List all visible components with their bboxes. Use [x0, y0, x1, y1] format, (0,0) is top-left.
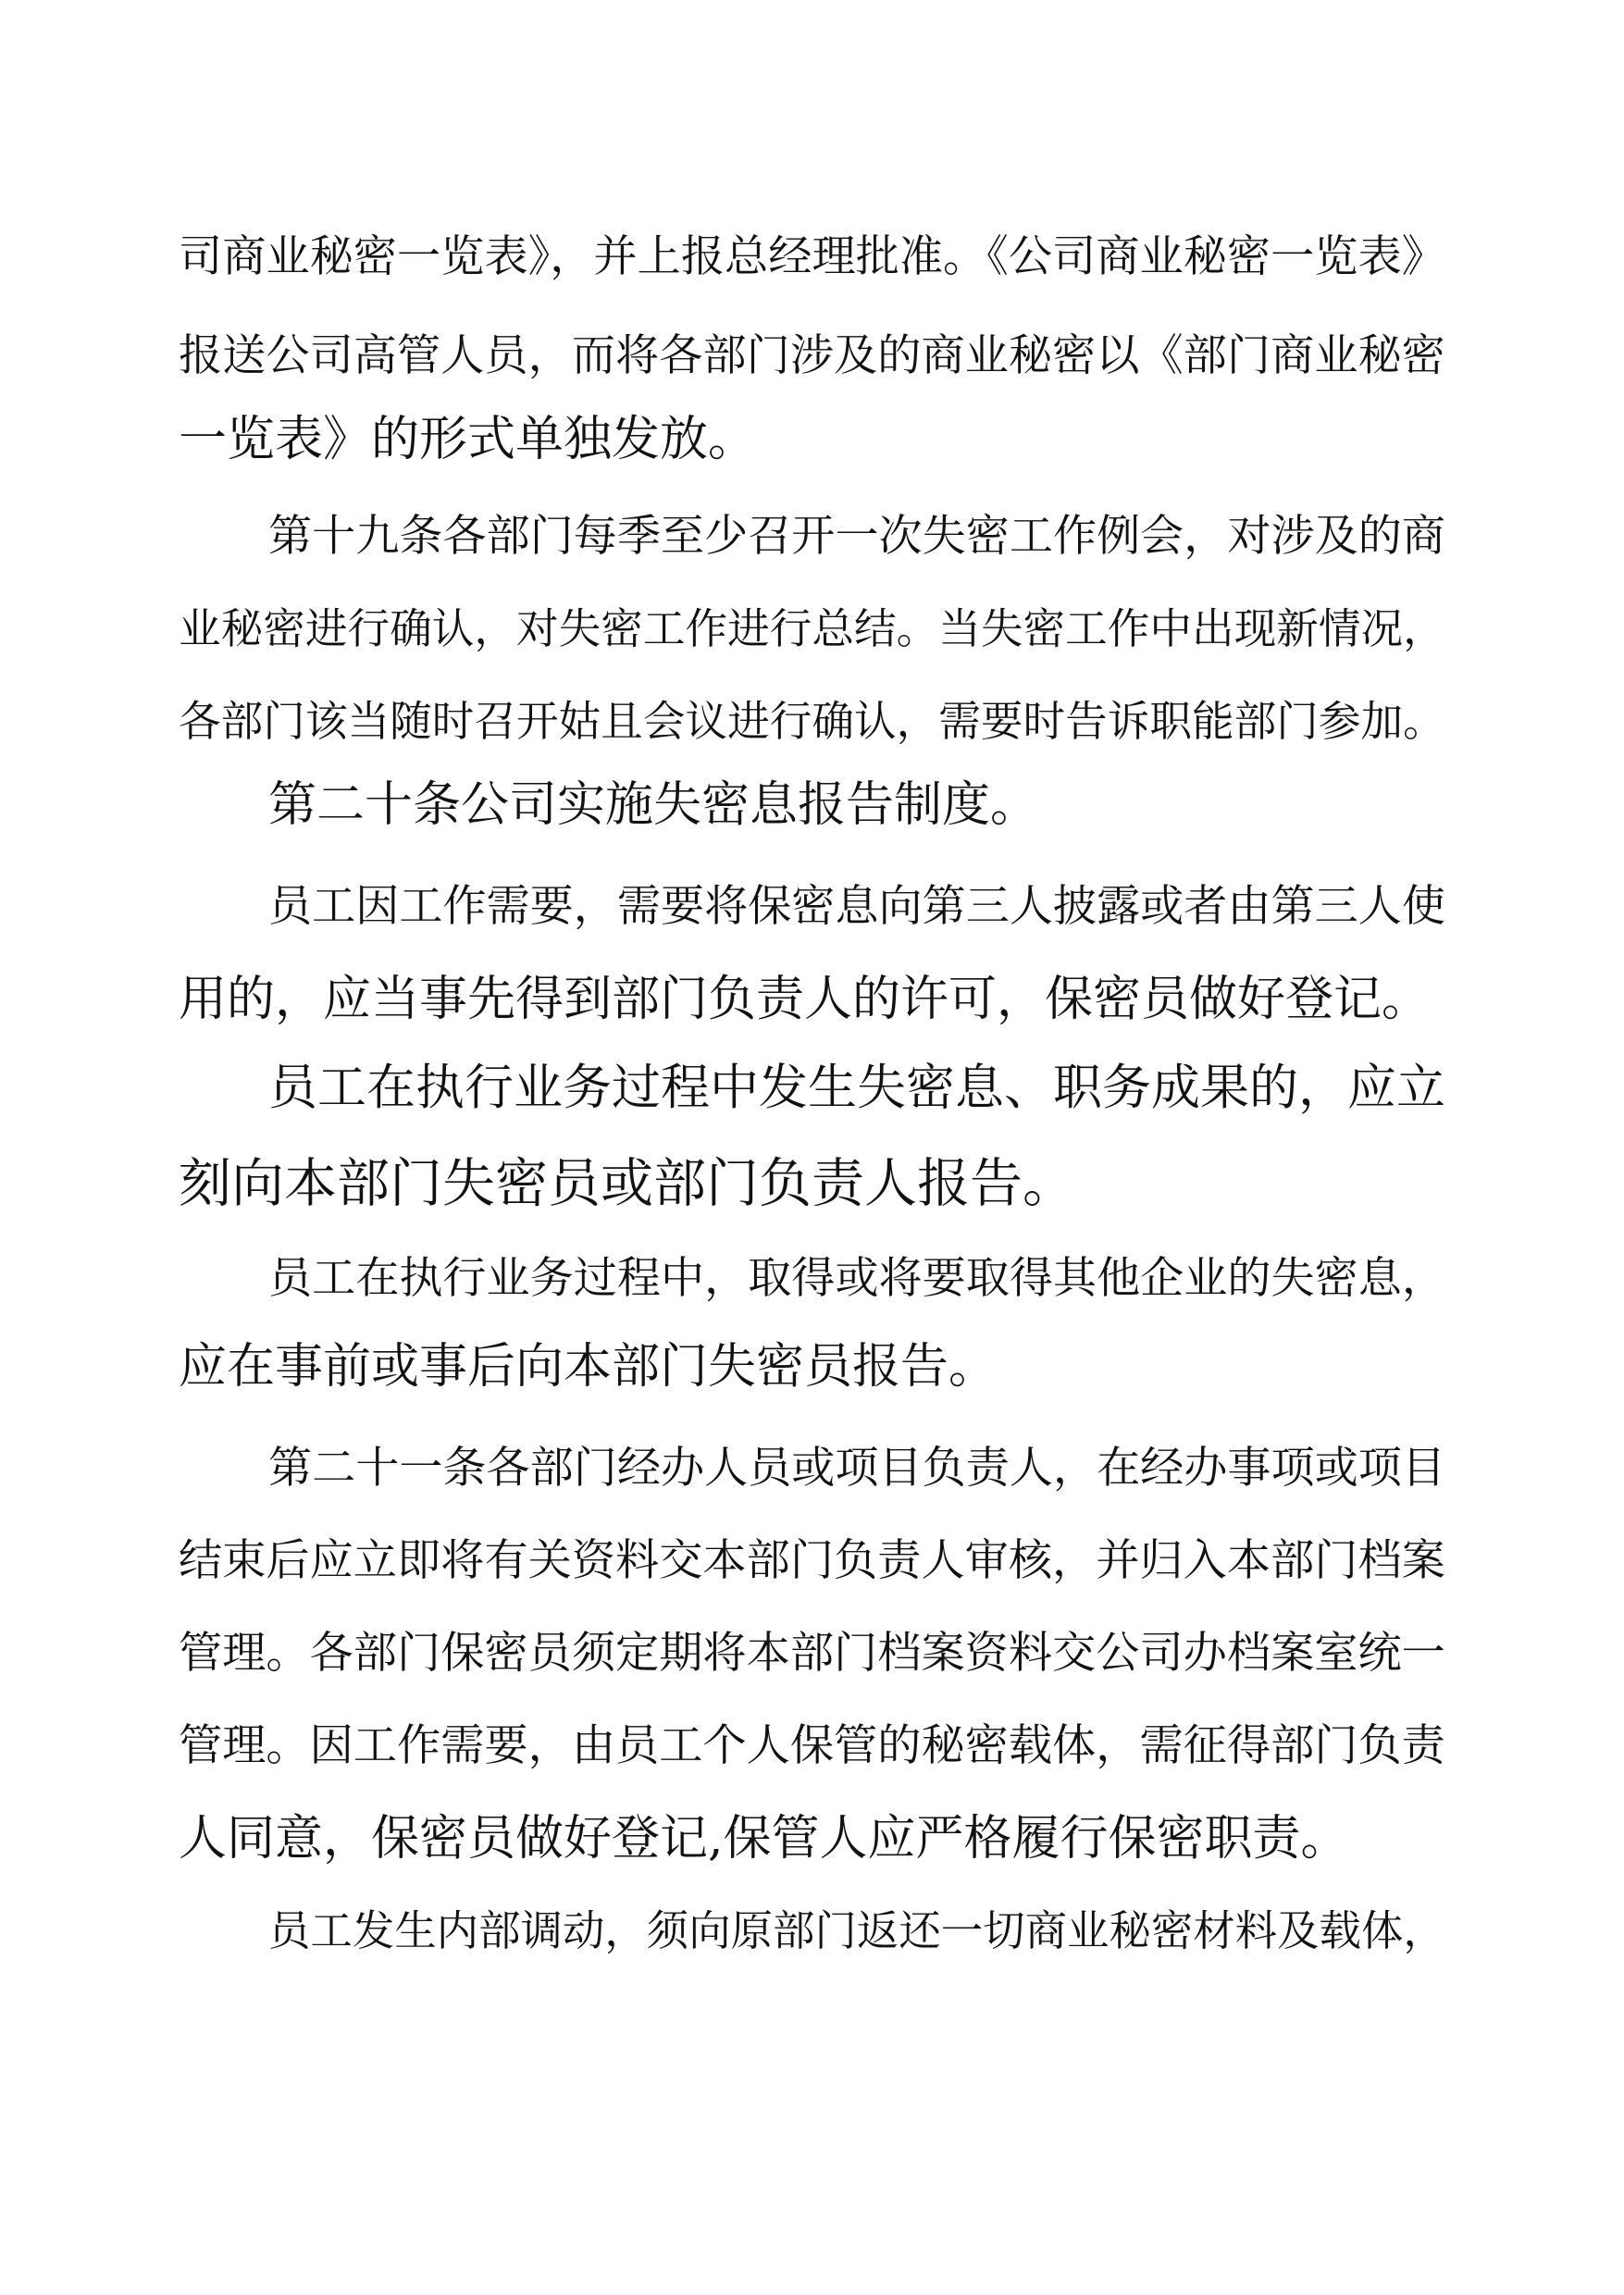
text-line — [0, 1330, 1624, 1404]
line-text: 人同意，保密员做好登记,保管人应严格履行保密职责。 — [179, 1811, 1349, 1867]
text-line — [0, 403, 1624, 477]
text-line — [0, 500, 1624, 574]
line-text: 第二十一条各部门经办人员或项目负责人，在经办事项或项目 — [268, 1443, 1445, 1494]
line-text: 员工因工作需要，需要将保密息向第三人披露或者由第三人使 — [268, 881, 1445, 932]
line-text: 报送公司高管人员，而将各部门涉及的商业秘密以《部门商业秘密 — [179, 330, 1445, 381]
text-line — [0, 870, 1624, 944]
line-text: 员工在执行业务过程中发生失密息、职务成果的，应立 — [268, 1060, 1445, 1116]
text-line — [0, 1242, 1624, 1316]
text-line — [0, 220, 1624, 294]
line-text: 一览表》的形式单独发放。 — [179, 412, 757, 467]
text-line — [0, 685, 1624, 759]
text-line — [0, 768, 1624, 842]
line-text: 管理。因工作需要，由员工个人保管的秘密载体，需征得部门负责 — [179, 1720, 1445, 1771]
line-text: 员工发生内部调动，须向原部门返还一切商业秘密材料及载体， — [268, 1906, 1445, 1955]
text-line — [0, 1617, 1624, 1691]
text-line — [0, 1051, 1624, 1125]
line-text: 刻向本部门失密员或部门负责人报告。 — [179, 1153, 1075, 1214]
line-text: 结束后应立即将有关资料交本部门负责人审核，并归入本部门档案 — [179, 1535, 1445, 1586]
text-line — [0, 962, 1624, 1036]
line-text: 第二十条公司实施失密息报告制度。 — [268, 777, 1039, 833]
text-line — [0, 1432, 1624, 1506]
text-line — [0, 1147, 1624, 1221]
line-text: 管理。各部门保密员须定期将本部门档案资料交公司办档案室统一 — [179, 1628, 1445, 1679]
line-text: 业秘密进行确认，对失密工作进行总结。当失密工作中出现新情况， — [179, 604, 1445, 653]
line-text: 第十九条各部门每季至少召开一次失密工作例会，对涉及的商 — [268, 511, 1445, 562]
text-line — [0, 1802, 1624, 1876]
text-line — [0, 1524, 1624, 1598]
text-line — [0, 592, 1624, 666]
text-line — [0, 319, 1624, 393]
line-text: 各部门该当随时召开姑且会议进行确认，需要时告诉职能部门参加。 — [179, 697, 1445, 746]
text-line — [0, 1709, 1624, 1783]
line-text: 应在事前或事后向本部门失密员报告。 — [179, 1339, 998, 1395]
text-line — [0, 1894, 1624, 1968]
line-text: 用的，应当事先得到部门负责人的许可，保密员做好登记。 — [179, 972, 1431, 1027]
line-text: 员工在执行业务过程中，取得或将要取得其他企业的失密息， — [268, 1253, 1445, 1304]
line-text: 司商业秘密一览表》，并上报总经理批准。《公司商业秘密一览表》 — [179, 231, 1445, 282]
